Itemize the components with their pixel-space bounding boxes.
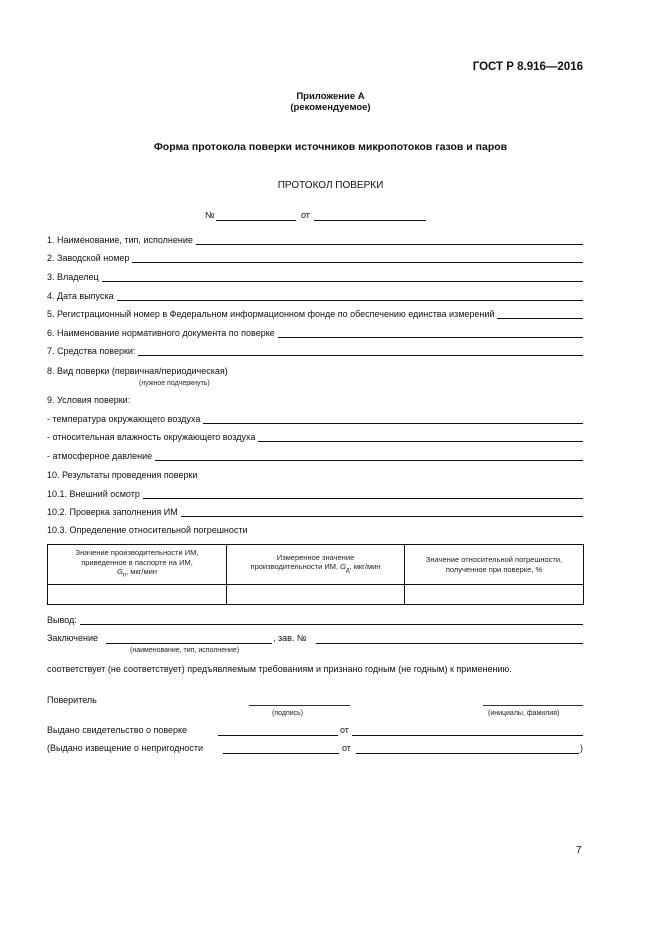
item-name-label: 1. Наименование, тип, исполнение <box>47 235 193 245</box>
res-visual-field[interactable] <box>143 498 583 499</box>
output-row <box>47 615 583 626</box>
notice-date-field[interactable] <box>356 753 579 754</box>
item-type-label: 8. Вид поверки (первичная/периодическая) <box>47 366 228 376</box>
cond-pres-label: - атмосферное давление <box>47 451 153 461</box>
res-fill-label: 10.2. Проверка заполнения ИМ <box>47 507 178 517</box>
item-serial-label: 2. Заводской номер <box>47 253 130 263</box>
item-owner-label: 3. Владелец <box>47 272 99 282</box>
item-means-label: 7. Средства поверки: <box>47 346 136 356</box>
cond-temp-label: - температура окружающего воздуха <box>47 414 201 424</box>
table-input-cell[interactable] <box>227 585 405 605</box>
page-number: 7 <box>576 845 582 856</box>
item-date-field[interactable] <box>117 300 583 301</box>
item-conditions-label: 9. Условия поверки: <box>47 395 131 405</box>
item-results-label: 10. Результаты проведения поверки <box>47 470 198 480</box>
table-header-cell: Значение относительной погрешности, полученное при поверке, % <box>405 545 584 585</box>
notice-from-label: от <box>342 743 351 753</box>
number-from-label: от <box>301 210 310 220</box>
certificate-number-field[interactable] <box>218 735 338 736</box>
item-name-row <box>47 235 583 246</box>
item-doc-label: 6. Наименование нормативного документа по поверке <box>47 328 275 338</box>
initials-note: (инициалы, фамилия) <box>488 710 560 717</box>
res-error-label: 10.3. Определение относительной погрешности <box>47 525 248 535</box>
item-date-row <box>47 291 583 302</box>
verifier-label: Поверитель <box>47 695 97 705</box>
cond-temp-field[interactable] <box>203 423 583 424</box>
conclusion-label: Заключение <box>47 633 98 643</box>
appendix-title: Приложение А <box>296 91 365 102</box>
res-fill-field[interactable] <box>181 516 583 517</box>
output-label: Вывод: <box>47 615 77 625</box>
conclusion-serial-field[interactable] <box>316 643 583 644</box>
output-field[interactable] <box>80 624 583 625</box>
item-name-field[interactable] <box>196 244 583 245</box>
item-reg-row <box>47 309 583 320</box>
notice-close-paren: ) <box>580 743 583 753</box>
item-serial-field[interactable] <box>132 262 583 263</box>
signature-field[interactable] <box>249 705 350 706</box>
item-date-label: 4. Дата выпуска <box>47 291 114 301</box>
notice-number-field[interactable] <box>223 753 339 754</box>
item-doc-row <box>47 328 583 339</box>
cond-hum-label: - относительная влажность окружающего воздуха <box>47 432 256 442</box>
item-reg-field[interactable] <box>497 318 583 319</box>
cond-hum-field[interactable] <box>258 441 583 442</box>
table-row <box>48 585 584 605</box>
res-fill-row <box>47 507 583 518</box>
conclusion-name-note: (наименование, тип, исполнение) <box>130 647 240 654</box>
cond-temp-row <box>47 414 583 425</box>
item-type-note: (нужное подчеркнуть) <box>139 380 210 387</box>
table-input-cell[interactable] <box>48 585 227 605</box>
table-header-row <box>48 545 584 585</box>
res-visual-label: 10.1. Внешний осмотр <box>47 489 140 499</box>
compliance-text: соответствует (не соответствует) предъявляемым требованиям и признано годным (не годным) к применению. <box>47 664 512 674</box>
table-header-cell: Значение производительности ИМ, приведенное в паспорте на ИМ, $G_п$, мкг/мин <box>48 545 227 585</box>
signature-note: (подпись) <box>272 710 304 717</box>
serial-label: , зав. № <box>273 633 307 643</box>
appendix-status: (рекомендуемое) <box>290 102 371 113</box>
number-field[interactable] <box>216 220 296 221</box>
notice-label: (Выдано извещение о непригодности <box>47 743 204 753</box>
protocol-title: ПРОТОКОЛ ПОВЕРКИ <box>277 180 384 191</box>
item-means-row <box>47 346 583 357</box>
results-table <box>47 544 584 605</box>
number-label: № <box>205 210 215 220</box>
form-title: Форма протокола поверки источников микропотоков газов и паров <box>153 141 508 153</box>
item-means-field[interactable] <box>138 355 583 356</box>
res-visual-row <box>47 489 583 500</box>
cond-pres-field[interactable] <box>155 460 583 461</box>
initials-field[interactable] <box>483 705 583 706</box>
cond-hum-row <box>47 432 583 443</box>
table-header-cell: Измеренное значение производительности ИМ, $G_д$, мкг/мин <box>227 545 405 585</box>
conclusion-name-field[interactable] <box>106 643 272 644</box>
certificate-from-label: от <box>340 725 349 735</box>
item-doc-field[interactable] <box>278 337 583 338</box>
cond-pres-row <box>47 451 583 462</box>
certificate-date-field[interactable] <box>352 735 583 736</box>
item-owner-row <box>47 272 583 283</box>
item-owner-field[interactable] <box>102 281 583 282</box>
item-serial-row <box>47 253 583 264</box>
item-reg-label: 5. Регистрационный номер в Федеральном информационном фонде по обеспечению единства измерений <box>47 309 495 319</box>
standard-header: ГОСТ Р 8.916—2016 <box>472 61 583 73</box>
date-field[interactable] <box>314 220 426 221</box>
certificate-label: Выдано свидетельство о поверке <box>47 725 188 735</box>
table-input-cell[interactable] <box>405 585 584 605</box>
